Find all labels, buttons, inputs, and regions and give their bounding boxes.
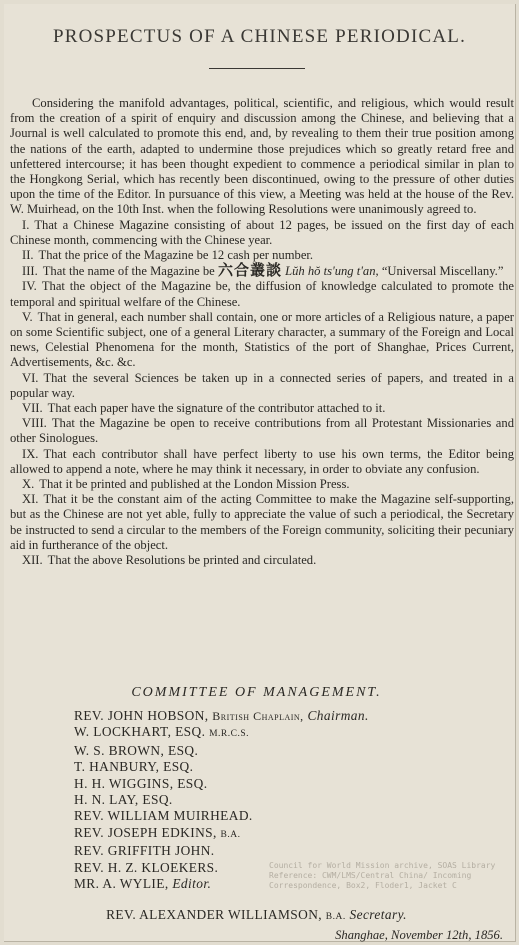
resolution-4 — [10, 279, 514, 309]
member-degree: B.A. — [325, 912, 346, 922]
document-title: PROSPECTUS OF A CHINESE PERIODICAL. — [52, 26, 467, 47]
resolution-number: VIII. — [22, 416, 47, 431]
resolution-text: That the above Resolutions be printed and circulated. — [47, 553, 317, 568]
committee-member: REV. H. Z. KLOEKERS. — [74, 859, 219, 875]
member-role: Secretary. — [349, 907, 407, 922]
resolution-6 — [10, 371, 514, 401]
resolution-text: That a Chinese Magazine consisting of about 12 pages, be issued on the first day of each Chinese month, commencing with the Chinese year. — [10, 217, 514, 247]
resolution-number: X. — [22, 477, 35, 492]
resolution-3 — [10, 263, 514, 279]
archive-line: Reference: CWM/LMS/Central China/ Incoming — [269, 871, 472, 880]
resolution-5 — [10, 310, 514, 371]
committee-member: REV. WILLIAM MUIRHEAD. — [74, 808, 253, 824]
resolution-9 — [10, 447, 514, 477]
chinese-title: 六合叢談 — [217, 261, 282, 280]
document-body — [10, 96, 514, 568]
title-rule — [209, 68, 305, 69]
member-name: MR. A. WYLIE, — [74, 876, 169, 892]
committee-secretary — [4, 907, 509, 923]
archive-watermark — [269, 861, 519, 891]
resolution-text: That the Magazine be open to receive contributions from all Protestant Missionaries and other Sinologues. — [10, 416, 514, 446]
document-page — [4, 4, 516, 942]
committee-member: W. S. BROWN, ESQ. — [74, 742, 199, 758]
committee-member-chairman — [74, 708, 514, 724]
committee-heading: COMMITTEE OF MANAGEMENT. — [131, 685, 382, 700]
resolution-text: That it be printed and published at the London Mission Press. — [39, 477, 350, 492]
resolution-text: That the name of the Magazine be — [42, 264, 215, 279]
archive-line: Council for World Mission archive, SOAS Library — [269, 861, 496, 870]
resolution-11 — [10, 492, 514, 553]
resolution-number: IV. — [22, 279, 37, 294]
member-role: Chairman. — [307, 708, 369, 723]
resolution-number: V. — [22, 309, 33, 324]
member-role: Editor. — [172, 876, 212, 892]
resolution-text: That it be the constant aim of the acting Committee to make the Magazine self-supporting, but as the Chinese are not yet able, fully to appreciate the value of such a periodical, the Secretary be instructed to send a circular to the members of the Foreign community, soliciting their pecuniary aid in furtherance of the object. — [10, 492, 514, 552]
resolution-text: That in general, each number shall contain, one or more articles of a Religious nature, a paper on some Scientific subject, one of a general Literary character, a summary of the Foreign and Local news, Celestial Phenomena for the month, Statistics of the port of Shanghae, Prices Current, Advertisements, &c. &c. — [10, 309, 514, 370]
resolution-text: That the price of the Magazine be 12 cash per number. — [38, 248, 314, 263]
romanized-title: Lŭh hŏ ts'ung t'an, — [285, 264, 379, 279]
archive-line: Correspondence, Box2, Floder1, Jacket C — [269, 881, 457, 890]
resolution-number: I. — [22, 217, 30, 232]
resolution-number: VI. — [22, 370, 39, 385]
member-position: British Chaplain, — [212, 709, 304, 723]
resolution-text: That each contributor shall have perfect liberty to use his own terms, the Editor being allowed to append a note, where he may think it necessary, in order to obviate any confusion. — [10, 446, 514, 476]
resolution-text: That each paper have the signature of the contributor attached to it. — [47, 401, 386, 416]
resolution-text: That the object of the Magazine be, the diffusion of knowledge calculated to promote the temporal and spiritual welfare of the Chinese. — [10, 279, 514, 309]
resolution-10 — [10, 477, 514, 492]
member-degree: M.R.C.S. — [209, 729, 250, 740]
member-name: REV. ALEXANDER WILLIAMSON, — [106, 907, 323, 922]
committee-member: H. N. LAY, ESQ. — [74, 792, 173, 808]
dateline: Shanghae, November 12th, 1856. — [335, 928, 503, 942]
member-name: REV. JOHN HOBSON, — [74, 708, 209, 723]
resolution-1 — [10, 218, 514, 248]
resolution-number: VII. — [22, 401, 43, 416]
intro-paragraph: Considering the manifold advantages, political, scientific, and religious, which would result from the creation of a spirit of enquiry and discussion among the Chinese, and believing that a Journal is well calculated to promote this end, and, by revealing to them their true position among the nations of the earth, adapted to undermine those prejudices which so greatly retard free and unfettered intercourse; it has been thought expedient to commence a periodical similar in plan to the Hongkong Serial, which has recently been discontinued, owing to the pressure of other duties upon the time of the Editor. In pursuance of this view, a Meeting was held at the house of the Rev. W. Muirhead, on the 10th Inst. when the following Resolutions were unanimously agreed to. — [10, 96, 514, 217]
resolution-text: That the several Sciences be taken up in a connected series of papers, and treated in a popular way. — [10, 370, 514, 400]
committee-member: REV. GRIFFITH JOHN. — [74, 843, 215, 859]
resolution-8 — [10, 416, 514, 446]
english-title: “Universal Miscellany.” — [381, 264, 504, 279]
resolution-12 — [10, 553, 514, 568]
resolution-number: XI. — [22, 492, 39, 507]
committee-member: H. H. WIGGINS, ESQ. — [74, 775, 208, 791]
resolution-7 — [10, 401, 514, 416]
resolution-number: III. — [22, 264, 38, 279]
member-name: W. LOCKHART, ESQ. — [74, 724, 206, 740]
member-name: REV. JOSEPH EDKINS, — [74, 824, 217, 840]
committee-member-lockhart — [74, 724, 514, 742]
resolution-number: XII. — [22, 553, 43, 568]
member-degree: B.A. — [220, 829, 241, 840]
resolution-number: II. — [22, 248, 34, 263]
committee-member: T. HANBURY, ESQ. — [74, 759, 194, 775]
committee-member-edkins — [74, 825, 514, 843]
resolution-number: IX. — [22, 446, 39, 461]
